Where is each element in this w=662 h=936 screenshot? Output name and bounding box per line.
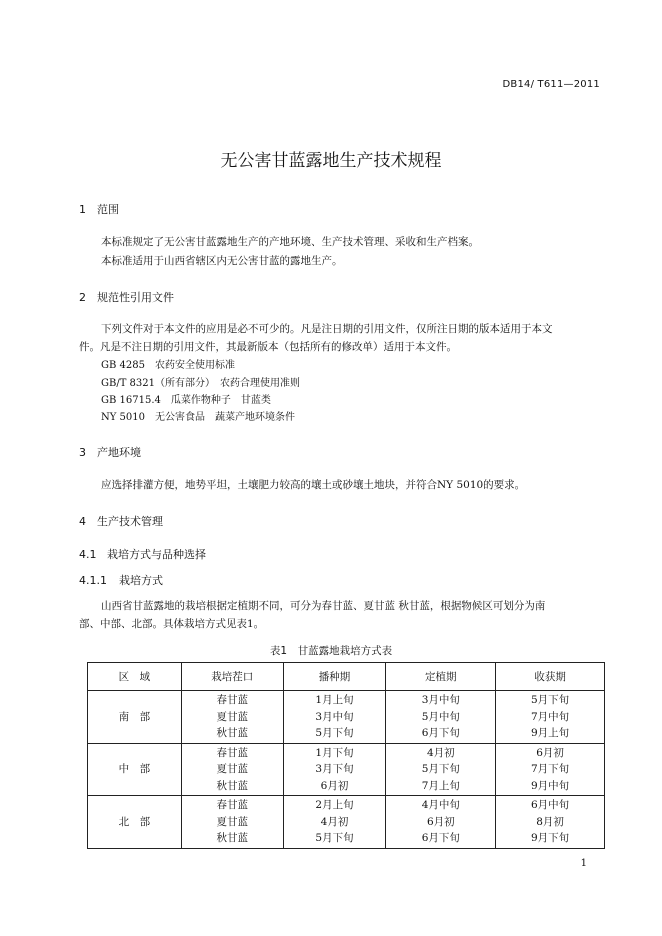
cultivation-table bbox=[87, 662, 605, 849]
sowing-cell: 1月下旬 3月下旬 6月初 bbox=[283, 743, 386, 796]
section-number: 1 bbox=[79, 203, 86, 216]
standard-number: DB14/ T611—2011 bbox=[502, 79, 600, 90]
planting-cell: 3月中旬 5月中旬 6月下旬 bbox=[386, 691, 496, 744]
section-number: 3 bbox=[79, 446, 86, 459]
section-4-1-1-heading bbox=[79, 572, 163, 588]
region-cell: 北 部 bbox=[88, 796, 182, 849]
section-title: 栽培方式 bbox=[119, 574, 163, 587]
planting-cell: 4月中旬 6月初 6月下旬 bbox=[386, 796, 496, 849]
sowing-cell: 2月上旬 4月初 5月下旬 bbox=[283, 796, 386, 849]
document-title: 无公害甘蓝露地生产技术规程 bbox=[220, 151, 442, 171]
paragraph: 本标准适用于山西省辖区内无公害甘蓝的露地生产。 bbox=[101, 255, 343, 267]
column-header: 栽培茬口 bbox=[181, 663, 283, 691]
section-2-heading bbox=[79, 289, 174, 305]
paragraph-continued: 部、中部、北部。具体栽培方式见表1。 bbox=[79, 618, 265, 630]
paragraph: 应选择排灌方便，地势平坦，土壤肥力较高的壤土或砂壤土地块，并符合NY 5010的要求。 bbox=[101, 479, 526, 491]
section-3-heading bbox=[79, 444, 141, 460]
reference-item: GB 4285 农药安全使用标准 bbox=[101, 360, 235, 371]
section-title: 栽培方式与品种选择 bbox=[107, 548, 206, 561]
planting-cell: 4月初 5月下旬 7月上旬 bbox=[386, 743, 496, 796]
crop-cell: 春甘蓝 夏甘蓝 秋甘蓝 bbox=[181, 796, 283, 849]
reference-item: NY 5010 无公害食品 蔬菜产地环境条件 bbox=[101, 412, 295, 423]
reference-item: GB/T 8321（所有部分） 农药合理使用准则 bbox=[101, 378, 301, 389]
section-title: 产地环境 bbox=[97, 446, 141, 459]
table-row bbox=[88, 796, 605, 849]
table-row bbox=[88, 691, 605, 744]
region-cell: 南 部 bbox=[88, 691, 182, 744]
section-number: 4.1.1 bbox=[79, 574, 107, 587]
column-header: 收获期 bbox=[496, 663, 605, 691]
section-title: 规范性引用文件 bbox=[97, 291, 174, 304]
column-header: 播种期 bbox=[283, 663, 386, 691]
paragraph: 山西省甘蓝露地的栽培根据定植期不同，可分为春甘蓝、夏甘蓝 秋甘蓝，根据物候区可划分为南 bbox=[101, 600, 546, 612]
section-1-heading bbox=[79, 201, 119, 217]
table-caption: 表1 甘蓝露地栽培方式表 bbox=[269, 645, 393, 657]
sowing-cell: 1月上旬 3月中旬 5月下旬 bbox=[283, 691, 386, 744]
crop-cell: 春甘蓝 夏甘蓝 秋甘蓝 bbox=[181, 743, 283, 796]
section-4-1-heading bbox=[79, 546, 206, 562]
page-number: 1 bbox=[580, 858, 587, 869]
column-header: 区 域 bbox=[88, 663, 182, 691]
reference-item: GB 16715.4 瓜菜作物种子 甘蓝类 bbox=[101, 395, 271, 406]
section-title: 生产技术管理 bbox=[97, 515, 163, 528]
table-header-row bbox=[88, 663, 605, 691]
region-cell: 中 部 bbox=[88, 743, 182, 796]
harvest-cell: 6月初 7月下旬 9月中旬 bbox=[496, 743, 605, 796]
column-header: 定植期 bbox=[386, 663, 496, 691]
section-number: 4.1 bbox=[79, 548, 97, 561]
section-number: 2 bbox=[79, 291, 86, 304]
paragraph: 下列文件对于本文件的应用是必不可少的。凡是注日期的引用文件，仅所注日期的版本适用于本文 bbox=[101, 323, 553, 335]
section-title: 范围 bbox=[97, 203, 119, 216]
paragraph: 本标准规定了无公害甘蓝露地生产的产地环境、生产技术管理、采收和生产档案。 bbox=[101, 236, 479, 248]
harvest-cell: 6月中旬 8月初 9月下旬 bbox=[496, 796, 605, 849]
table-row bbox=[88, 743, 605, 796]
crop-cell: 春甘蓝 夏甘蓝 秋甘蓝 bbox=[181, 691, 283, 744]
paragraph-continued: 件。凡是不注日期的引用文件，其最新版本（包括所有的修改单）适用于本文件。 bbox=[79, 341, 457, 353]
section-number: 4 bbox=[79, 515, 86, 528]
harvest-cell: 5月下旬 7月中旬 9月上旬 bbox=[496, 691, 605, 744]
section-4-heading bbox=[79, 513, 163, 529]
